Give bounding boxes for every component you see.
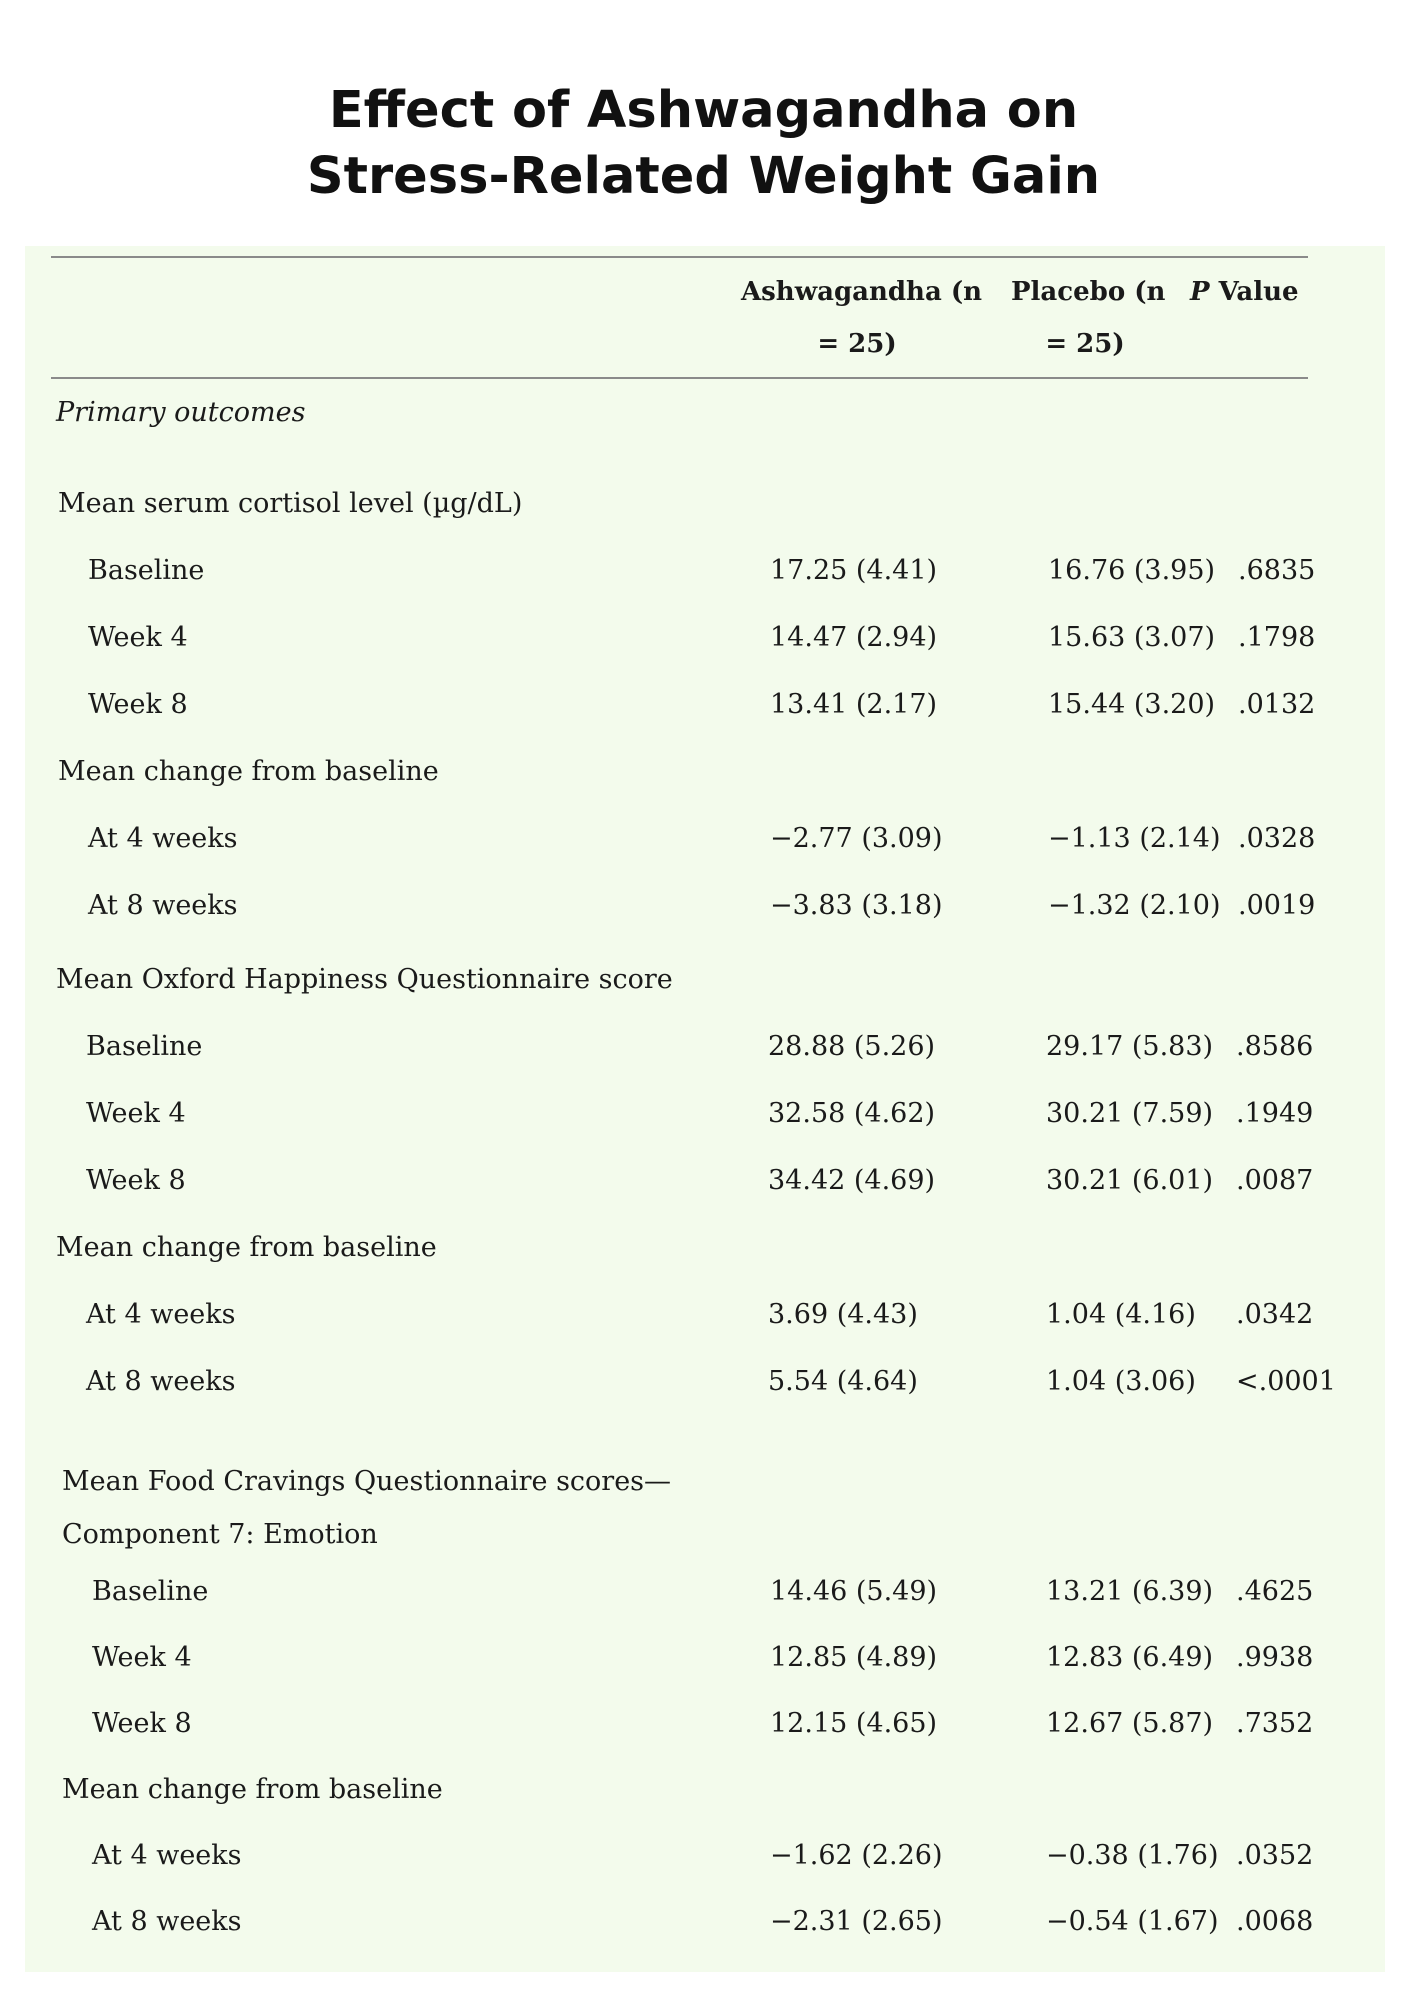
row-label: At 4 weeks <box>88 823 238 854</box>
row-label: Week 8 <box>88 689 188 720</box>
value-ashwagandha: 12.85 (4.89) <box>770 1642 938 1673</box>
value-p: .6835 <box>1238 555 1316 586</box>
value-p: .0068 <box>1236 1906 1314 1937</box>
group-label-change-happiness: Mean change from baseline <box>56 1232 437 1263</box>
value-placebo: 30.21 (6.01) <box>1046 1165 1214 1196</box>
value-ashwagandha: 12.15 (4.65) <box>770 1708 938 1739</box>
column-header-ashwagandha: Ashwagandha (n = 25) <box>741 277 983 359</box>
value-p: .1949 <box>1236 1098 1314 1129</box>
row-label: At 8 weeks <box>92 1906 242 1937</box>
value-ashwagandha: 28.88 (5.26) <box>768 1031 936 1062</box>
value-placebo: −0.54 (1.67) <box>1046 1906 1219 1937</box>
value-placebo: −1.32 (2.10) <box>1048 890 1221 921</box>
value-placebo: 30.21 (7.59) <box>1046 1098 1214 1129</box>
group-label-change-cravings: Mean change from baseline <box>62 1774 443 1805</box>
group-label-happiness: Mean Oxford Happiness Questionnaire score <box>56 964 673 995</box>
group-label-food-cravings: Mean Food Cravings Questionnaire scores— Component 7: Emotion <box>62 1466 672 1550</box>
value-p: .4625 <box>1236 1576 1314 1607</box>
title-line-1: Effect of Ashwagandha on <box>328 81 1079 140</box>
value-placebo: 13.21 (6.39) <box>1046 1576 1214 1607</box>
value-p: .0019 <box>1238 890 1316 921</box>
value-placebo: 1.04 (3.06) <box>1046 1366 1196 1397</box>
value-ashwagandha: 32.58 (4.62) <box>768 1098 936 1129</box>
value-p: .0328 <box>1238 823 1316 854</box>
group-label-cortisol: Mean serum cortisol level (µg/dL) <box>58 488 523 519</box>
value-p: .0132 <box>1238 689 1316 720</box>
table-top-rule <box>51 256 1308 258</box>
value-placebo: 1.04 (4.16) <box>1046 1299 1196 1330</box>
value-placebo: 15.44 (3.20) <box>1048 689 1216 720</box>
section-label-primary-outcomes: Primary outcomes <box>56 397 306 428</box>
row-label: Baseline <box>92 1576 209 1607</box>
row-label: Week 4 <box>92 1642 192 1673</box>
page-title <box>0 78 1407 210</box>
value-ashwagandha: −3.83 (3.18) <box>770 890 943 921</box>
value-ashwagandha: 34.42 (4.69) <box>768 1165 936 1196</box>
value-placebo: 29.17 (5.83) <box>1046 1031 1214 1062</box>
value-ashwagandha: 5.54 (4.64) <box>768 1366 918 1397</box>
value-p: .0342 <box>1236 1299 1314 1330</box>
value-ashwagandha: 13.41 (2.17) <box>770 689 938 720</box>
row-label: Week 4 <box>86 1098 186 1129</box>
row-label: Baseline <box>88 555 205 586</box>
row-label: At 4 weeks <box>86 1299 236 1330</box>
value-p: .7352 <box>1236 1708 1314 1739</box>
value-p: .0087 <box>1236 1165 1314 1196</box>
row-label: At 8 weeks <box>86 1366 236 1397</box>
value-p: <.0001 <box>1236 1366 1336 1397</box>
value-ashwagandha: −1.62 (2.26) <box>770 1840 943 1871</box>
value-p: .8586 <box>1236 1031 1314 1062</box>
value-ashwagandha: 3.69 (4.43) <box>768 1299 918 1330</box>
value-placebo: 15.63 (3.07) <box>1048 622 1216 653</box>
value-placebo: 12.83 (6.49) <box>1046 1642 1214 1673</box>
value-p: .0352 <box>1236 1840 1314 1871</box>
column-header-placebo: Placebo (n = 25) <box>1011 277 1166 359</box>
row-label: Baseline <box>86 1031 203 1062</box>
value-p: .1798 <box>1238 622 1316 653</box>
value-ashwagandha: 14.47 (2.94) <box>770 622 938 653</box>
value-ashwagandha: 17.25 (4.41) <box>770 555 938 586</box>
row-label: Week 8 <box>92 1708 192 1739</box>
header-bottom-rule <box>51 377 1308 379</box>
value-p: .9938 <box>1236 1642 1314 1673</box>
value-ashwagandha: −2.31 (2.65) <box>770 1906 943 1937</box>
column-header-p-value: P Value <box>1190 277 1299 307</box>
value-placebo: 16.76 (3.95) <box>1048 555 1216 586</box>
value-ashwagandha: 14.46 (5.49) <box>770 1576 938 1607</box>
value-ashwagandha: −2.77 (3.09) <box>770 823 943 854</box>
row-label: At 8 weeks <box>88 890 238 921</box>
row-label: Week 8 <box>86 1165 186 1196</box>
title-line-2: Stress-Related Weight Gain <box>306 147 1101 206</box>
row-label: At 4 weeks <box>92 1840 242 1871</box>
value-placebo: −1.13 (2.14) <box>1048 823 1221 854</box>
value-placebo: 12.67 (5.87) <box>1046 1708 1214 1739</box>
row-label: Week 4 <box>88 622 188 653</box>
value-placebo: −0.38 (1.76) <box>1046 1840 1219 1871</box>
group-label-change-cortisol: Mean change from baseline <box>58 756 439 787</box>
